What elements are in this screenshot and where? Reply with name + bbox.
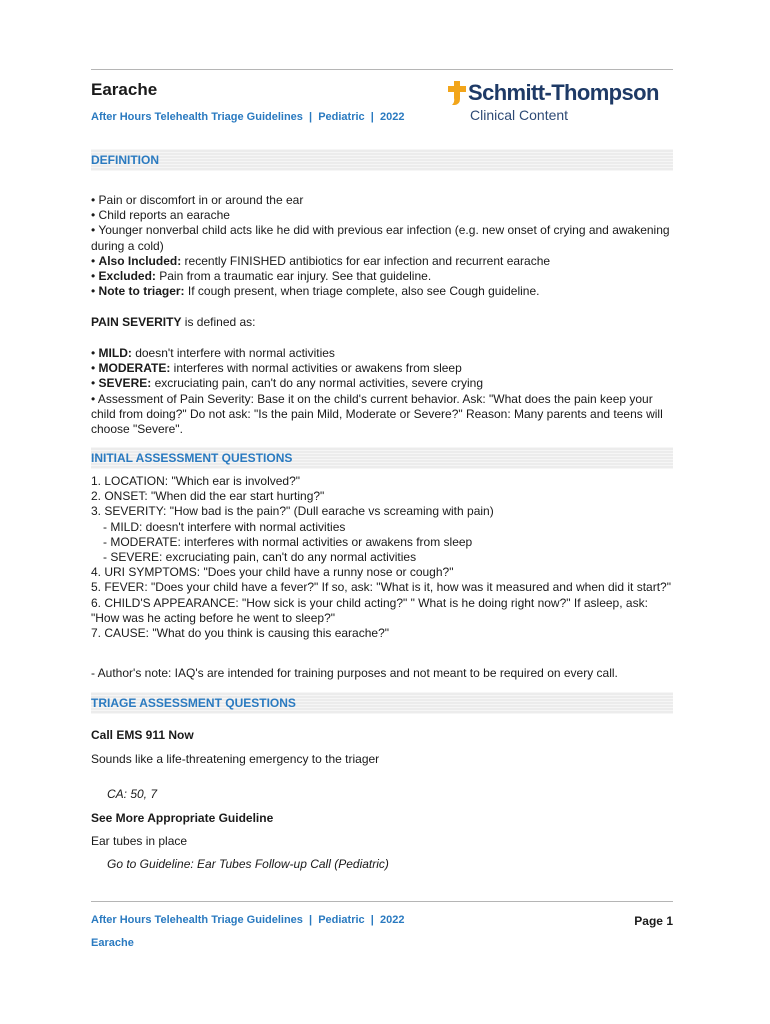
logo-brand: Schmitt-Thompson [468, 80, 659, 105]
definition-bullet: • Younger nonverbal child acts like he did with previous ear infection (e.g. new onset of crying and awakening during a cold) [91, 223, 670, 253]
iaq-header [91, 447, 673, 469]
iaq-line: 6. CHILD'S APPEARANCE: "How sick is your child acting?" " What is he doing right now?" If asleep, ask: "How was he acting before he went to sleep?" [91, 595, 648, 625]
footer-subtitle: After Hours Telehealth Triage Guidelines | Pediatric | 2022 [91, 914, 405, 926]
severity-bullet: • Assessment of Pain Severity: Base it on the child's current behavior. Ask: "What does the pain keep your child from doing?" Do not ask: "Is the pain Mild, Moderate or Severe?" Reason: Many parents and teens will choose "Severe". [91, 391, 663, 437]
pain-severity-list [91, 346, 673, 437]
iaq-line: 2. ONSET: "When did the ear start hurting?" [91, 489, 325, 504]
iaq-list [91, 474, 673, 641]
guideline-link[interactable]: Go to Guideline: Ear Tubes Follow-up Call (Pediatric) [107, 857, 389, 871]
iaq-line: - MILD: doesn't interfere with normal activities [103, 519, 346, 534]
severity-bullet: • MODERATE: interferes with normal activities or awakens from sleep [91, 361, 462, 376]
iaq-line: 4. URI SYMPTOMS: "Does your child have a runny nose or cough?" [91, 565, 454, 580]
cross-icon [446, 81, 468, 105]
severity-bullet: • SEVERE: excruciating pain, can't do any normal activities, severe crying [91, 376, 484, 391]
page-title: Earache [91, 80, 158, 99]
pain-severity-intro: PAIN SEVERITY is defined as: [91, 315, 256, 329]
iaq-line: 1. LOCATION: "Which ear is involved?" [91, 474, 301, 488]
taq-heading: TRIAGE ASSESSMENT QUESTIONS [91, 696, 296, 710]
iaq-line: 7. CAUSE: "What do you think is causing this earache?" [91, 626, 390, 641]
disposition-criterion: Sounds like a life-threatening emergency to the triager [91, 752, 380, 766]
definition-bullet: • Pain or discomfort in or around the ear [91, 193, 304, 207]
header-rule [91, 69, 673, 70]
iaq-heading: INITIAL ASSESSMENT QUESTIONS [91, 451, 293, 465]
definition-bullet: • Also Included: recently FINISHED antibiotics for ear infection and recurrent earache [91, 253, 551, 268]
definition-header [91, 149, 673, 171]
schmitt-thompson-logo [444, 78, 676, 126]
definition-list [91, 193, 673, 299]
author-note: - Author's note: IAQ's are intended for training purposes and not meant to be required on every call. [91, 666, 618, 680]
iaq-line: - MODERATE: interferes with normal activities or awakens from sleep [103, 534, 473, 549]
definition-heading: DEFINITION [91, 153, 159, 167]
care-advice-ref: CA: 50, 7 [107, 787, 158, 801]
disposition-title: See More Appropriate Guideline [91, 811, 274, 825]
disposition-criterion[interactable]: Ear tubes in place [91, 834, 188, 848]
iaq-line: 3. SEVERITY: "How bad is the pain?" (Dull earache vs screaming with pain) [91, 504, 494, 519]
definition-bullet: • Excluded: Pain from a traumatic ear injury. See that guideline. [91, 269, 432, 284]
disposition-title: Call EMS 911 Now [91, 728, 194, 742]
severity-bullet: • MILD: doesn't interfere with normal activities [91, 346, 335, 360]
iaq-line: - SEVERE: excruciating pain, can't do any normal activities [103, 550, 417, 565]
footer-rule [91, 901, 673, 902]
header-subtitle: After Hours Telehealth Triage Guidelines | Pediatric | 2022 [91, 111, 405, 123]
definition-bullet: • Note to triager: If cough present, when triage complete, also see Cough guideline. [91, 284, 540, 299]
footer-title: Earache [91, 937, 134, 949]
definition-bullet: • Child reports an earache [91, 208, 230, 223]
taq-header [91, 692, 673, 714]
iaq-line: 5. FEVER: "Does your child have a fever?" If so, ask: "What is it, how was it measured and when did it start?" [91, 580, 671, 595]
logo-tagline: Clinical Content [470, 107, 569, 123]
page-number: Page 1 [634, 914, 673, 928]
